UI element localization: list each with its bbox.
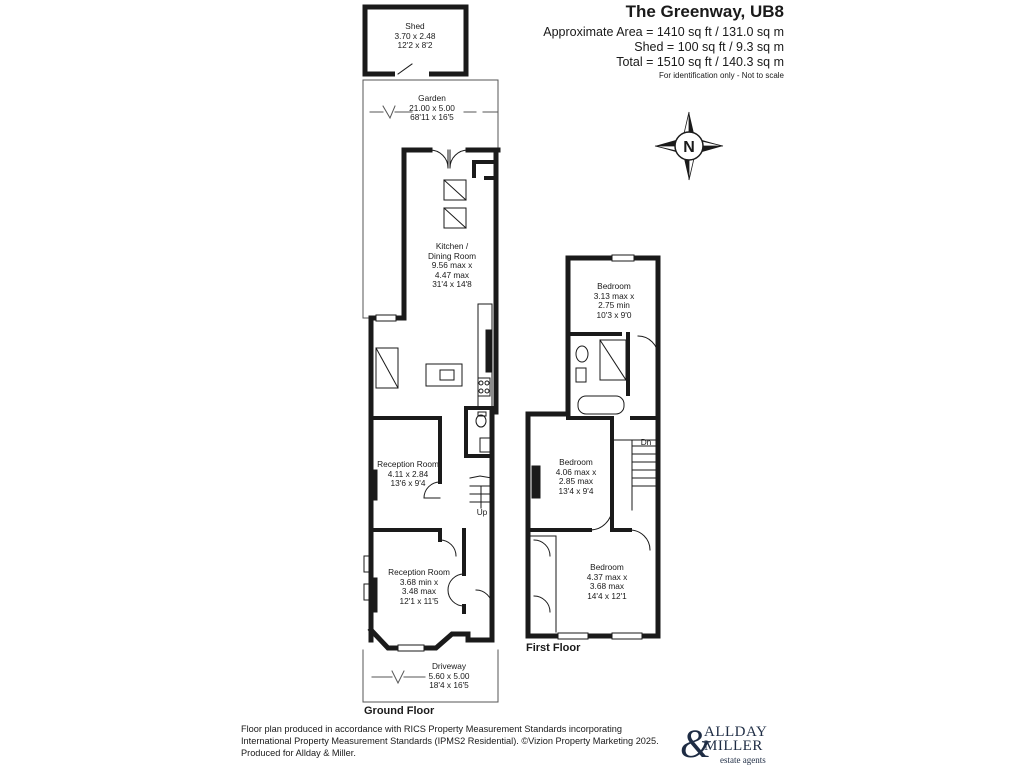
compass-north-icon [655, 112, 723, 180]
logo-line-3: estate agents [720, 755, 766, 765]
room-label-driveway: Driveway 5.60 x 5.00 18'4 x 16'5 [428, 661, 470, 691]
svg-text:N: N [683, 139, 695, 156]
room-label-reception-2: Reception Room 3.68 min x 3.48 max 12'1 x 11'5 [388, 567, 450, 606]
ground-floor-fixtures [364, 150, 492, 612]
total-area: Total = 1510 sq ft / 140.3 sq m [616, 55, 784, 69]
footer-disclaimer: Floor plan produced in accordance with RICS Property Measurement Standards incorporating International Property Measurement Standards (IPMS2 Residential). ©Vizion Property Marketing 2025. Produced for Allday & Miller. [241, 724, 659, 758]
room-label-bedroom-2: Bedroom 4.06 max x 2.85 max 13'4 x 9'4 [555, 457, 597, 496]
room-label-garden: Garden 21.00 x 5.00 68'11 x 16'5 [409, 93, 455, 123]
first-floor-label: First Floor [526, 642, 581, 654]
stairs-up-label: Up [476, 507, 488, 517]
identification-note: For identification only - Not to scale [659, 71, 784, 80]
room-label-bedroom-3: Bedroom 4.37 max x 3.68 max 14'4 x 12'1 [586, 562, 628, 601]
approximate-area: Approximate Area = 1410 sq ft / 131.0 sq m [543, 25, 784, 39]
logo-line-2: MILLER [704, 738, 763, 754]
stairs-down-label: Dn [640, 437, 652, 447]
ground-floor-internal-walls [371, 162, 496, 612]
property-title: The Greenway, UB8 [625, 2, 784, 21]
ground-floor-label: Ground Floor [364, 705, 435, 717]
logo-ampersand: & [680, 721, 712, 766]
shed-area: Shed = 100 sq ft / 9.3 sq m [634, 40, 784, 54]
room-label-reception-1: Reception Room 4.11 x 2.84 13'6 x 9'4 [377, 459, 439, 489]
logo-line-1: ALLDAY [704, 724, 768, 740]
room-label-shed: Shed 3.70 x 2.48 12'2 x 8'2 [394, 21, 436, 51]
first-floor-internal-walls [528, 334, 658, 530]
room-label-bedroom-1: Bedroom 3.13 max x 2.75 min 10'3 x 9'0 [593, 281, 635, 320]
room-label-kitchen: Kitchen / Dining Room 9.56 max x 4.47 max 31'4 x 14'8 [428, 241, 476, 290]
agent-logo [680, 721, 790, 768]
